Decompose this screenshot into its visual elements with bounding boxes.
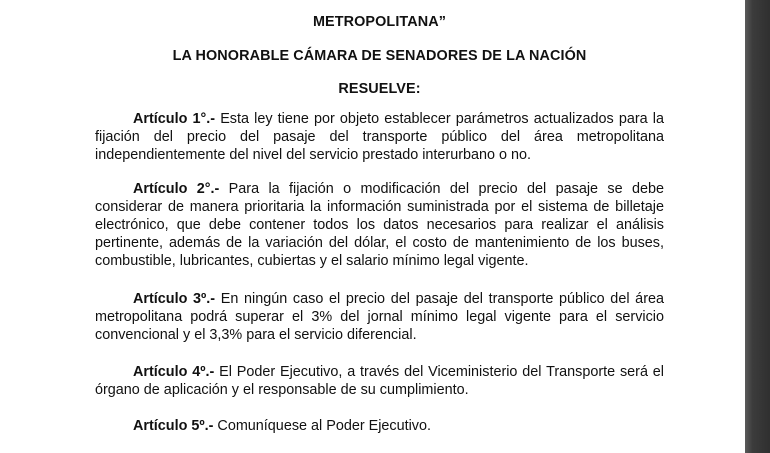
article-5 [95, 417, 664, 435]
article-3-text: En ningún caso el precio del pasaje del transporte público del área metropolitana podrá superar el 3% del jornal mínimo legal vigente para el servicio convencional y el 3,3% para el servicio diferencial. [95, 291, 664, 343]
article-2-text: Para la fijación o modificación del precio del pasaje se debe considerar de manera prioritaria la información suministrada por el sistema de billetaje electrónico, que debe contener todos los datos necesarios para realizar el análisis pertinente, además de la variación del dólar, el costo de mantenimiento de los buses, combustible, lubricantes, cubiertas y el salario mínimo legal vigente. [95, 181, 664, 269]
article-2 [95, 180, 664, 270]
article-4-label: Artículo 4º.- [133, 364, 215, 380]
heading-metropolitana: METROPOLITANA” [312, 14, 447, 30]
article-3-label: Artículo 3º.- [133, 291, 216, 307]
article-4 [95, 363, 664, 399]
article-4-text: El Poder Ejecutivo, a través del Viceministerio del Transporte será el órgano de aplicación y el responsable de su cumplimiento. [95, 364, 664, 398]
article-1 [95, 110, 664, 164]
viewer-background-edge [745, 0, 770, 453]
heading-resuelve: RESUELVE: [338, 81, 421, 97]
article-1-label: Artículo 1°.- [133, 111, 216, 127]
heading-senate: LA HONORABLE CÁMARA DE SENADORES DE LA NACIÓN [172, 48, 587, 64]
article-3 [95, 290, 664, 344]
article-1-text: Esta ley tiene por objeto establecer parámetros actualizados para la fijación del precio del pasaje del transporte público del área metropolitana independientemente del nivel del servicio prestado interurbano o no. [95, 111, 664, 163]
article-2-label: Artículo 2°.- [133, 181, 220, 197]
article-5-text: Comuníquese al Poder Ejecutivo. [213, 418, 432, 434]
article-5-label: Artículo 5º.- [133, 418, 214, 434]
